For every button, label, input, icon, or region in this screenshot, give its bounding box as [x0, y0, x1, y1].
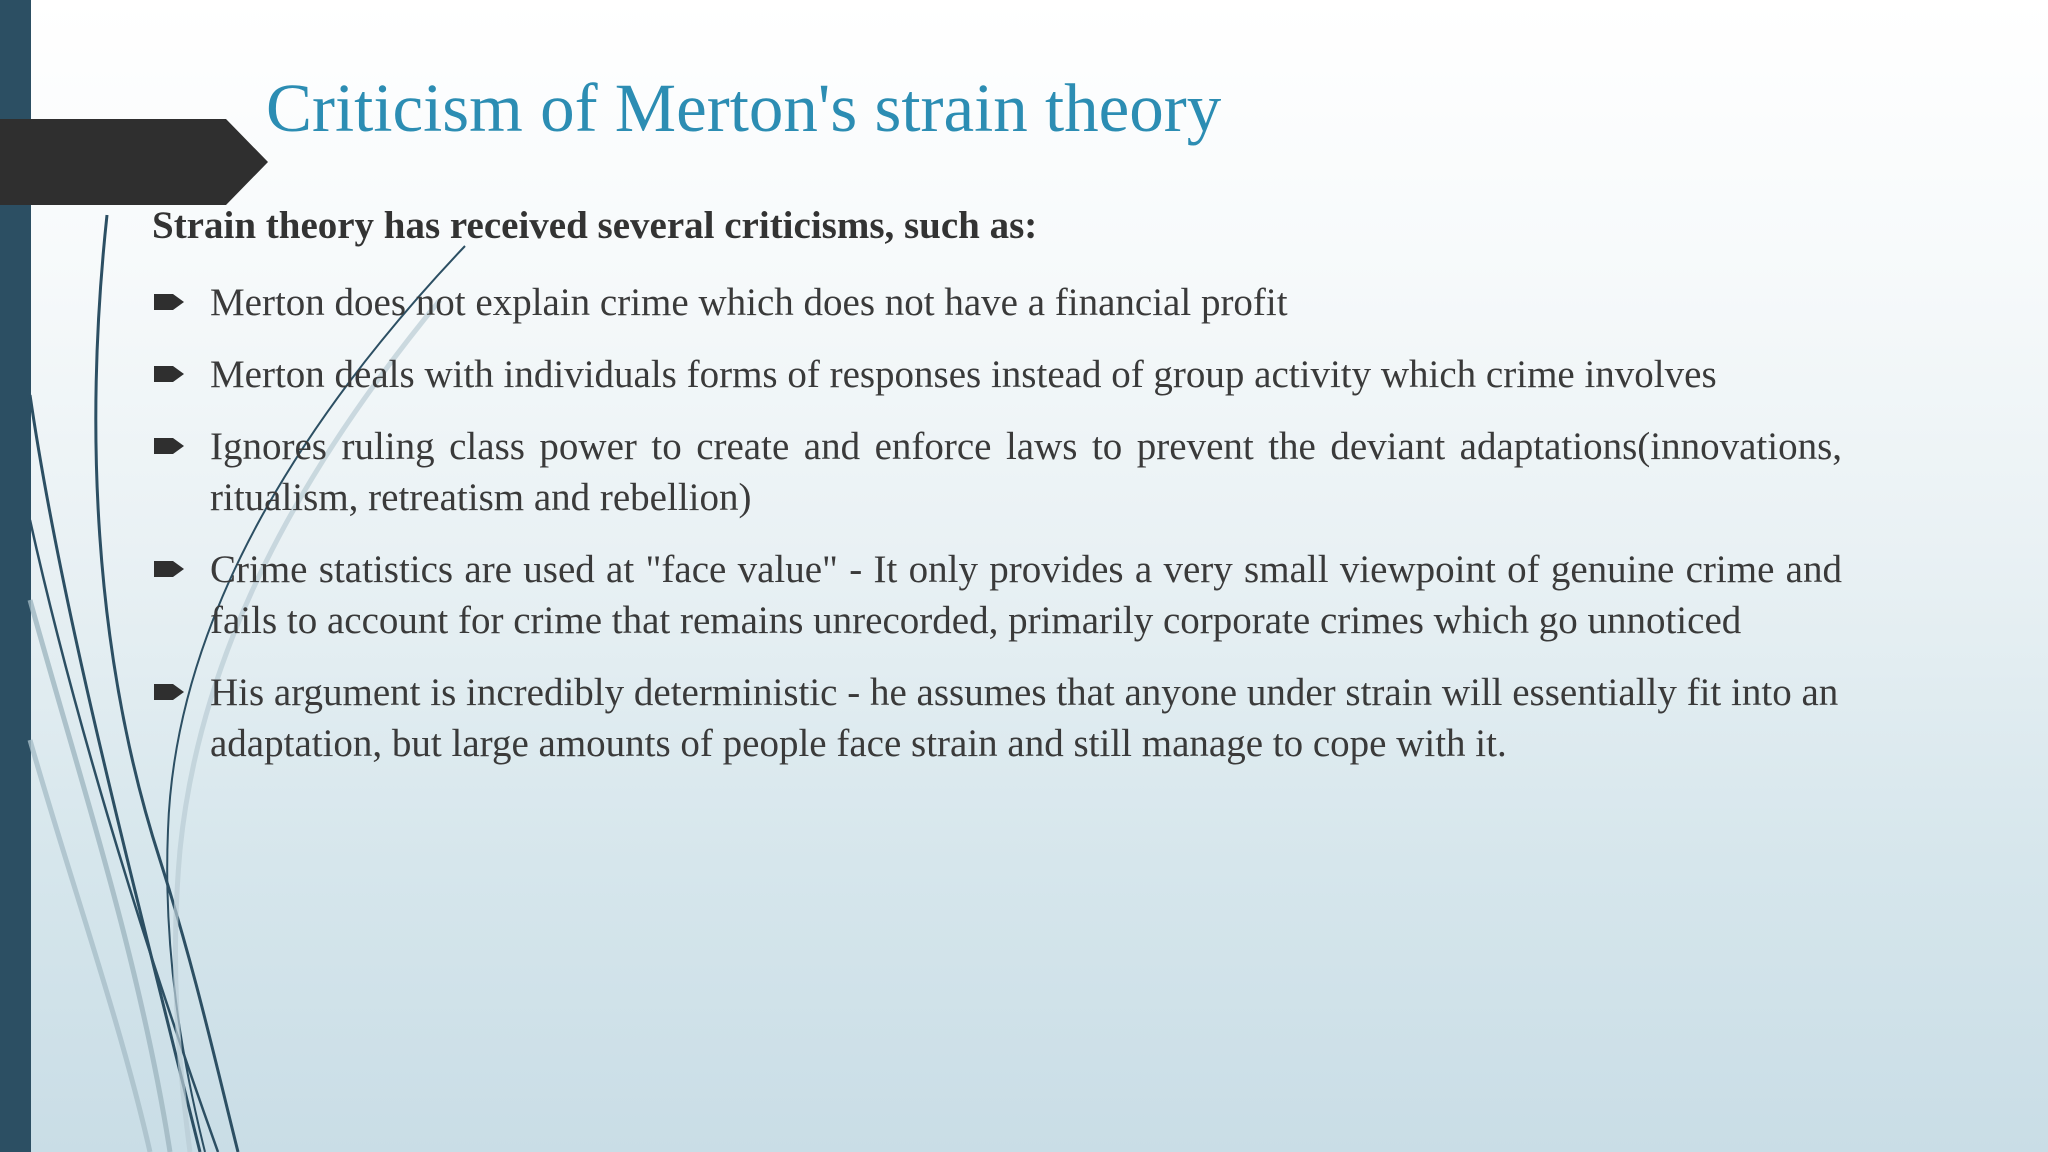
list-item: [152, 421, 1842, 523]
arrow-bullet-icon: [152, 558, 186, 580]
list-item-text: Ignores ruling class power to create and enforce laws to prevent the deviant adaptations(innovations, ritualism, retreatism and rebellion): [210, 425, 1842, 519]
arrow-bullet-icon: [152, 435, 186, 457]
list-item-text: Merton deals with individuals forms of responses instead of group activity which crime involves: [210, 353, 1717, 396]
list-item-text: Merton does not explain crime which does not have a financial profit: [210, 281, 1288, 324]
list-item: [152, 277, 1842, 328]
arrow-bullet-icon: [152, 363, 186, 385]
list-item: [152, 667, 1842, 769]
list-item: [152, 349, 1842, 400]
list-item-text: Crime statistics are used at "face value" - It only provides a very small viewpoint of genuine crime and fails to account for crime that remains unrecorded, primarily corporate crimes which go unnoticed: [210, 548, 1842, 642]
criticism-list: [152, 277, 1842, 769]
arrow-bullet-icon: [152, 291, 186, 313]
list-item-text: His argument is incredibly deterministic - he assumes that anyone under strain will essentially fit into an adaptation, but large amounts of people face strain and still manage to cope with it.: [210, 671, 1839, 765]
intro-text: Strain theory has received several criticisms, such as:: [152, 204, 1038, 247]
title-arrow-banner: [0, 119, 270, 205]
list-item: [152, 544, 1842, 646]
arrow-bullet-icon: [152, 681, 186, 703]
slide-content: [152, 200, 1842, 790]
slide-title: Criticism of Merton's strain theory: [266, 70, 1222, 146]
